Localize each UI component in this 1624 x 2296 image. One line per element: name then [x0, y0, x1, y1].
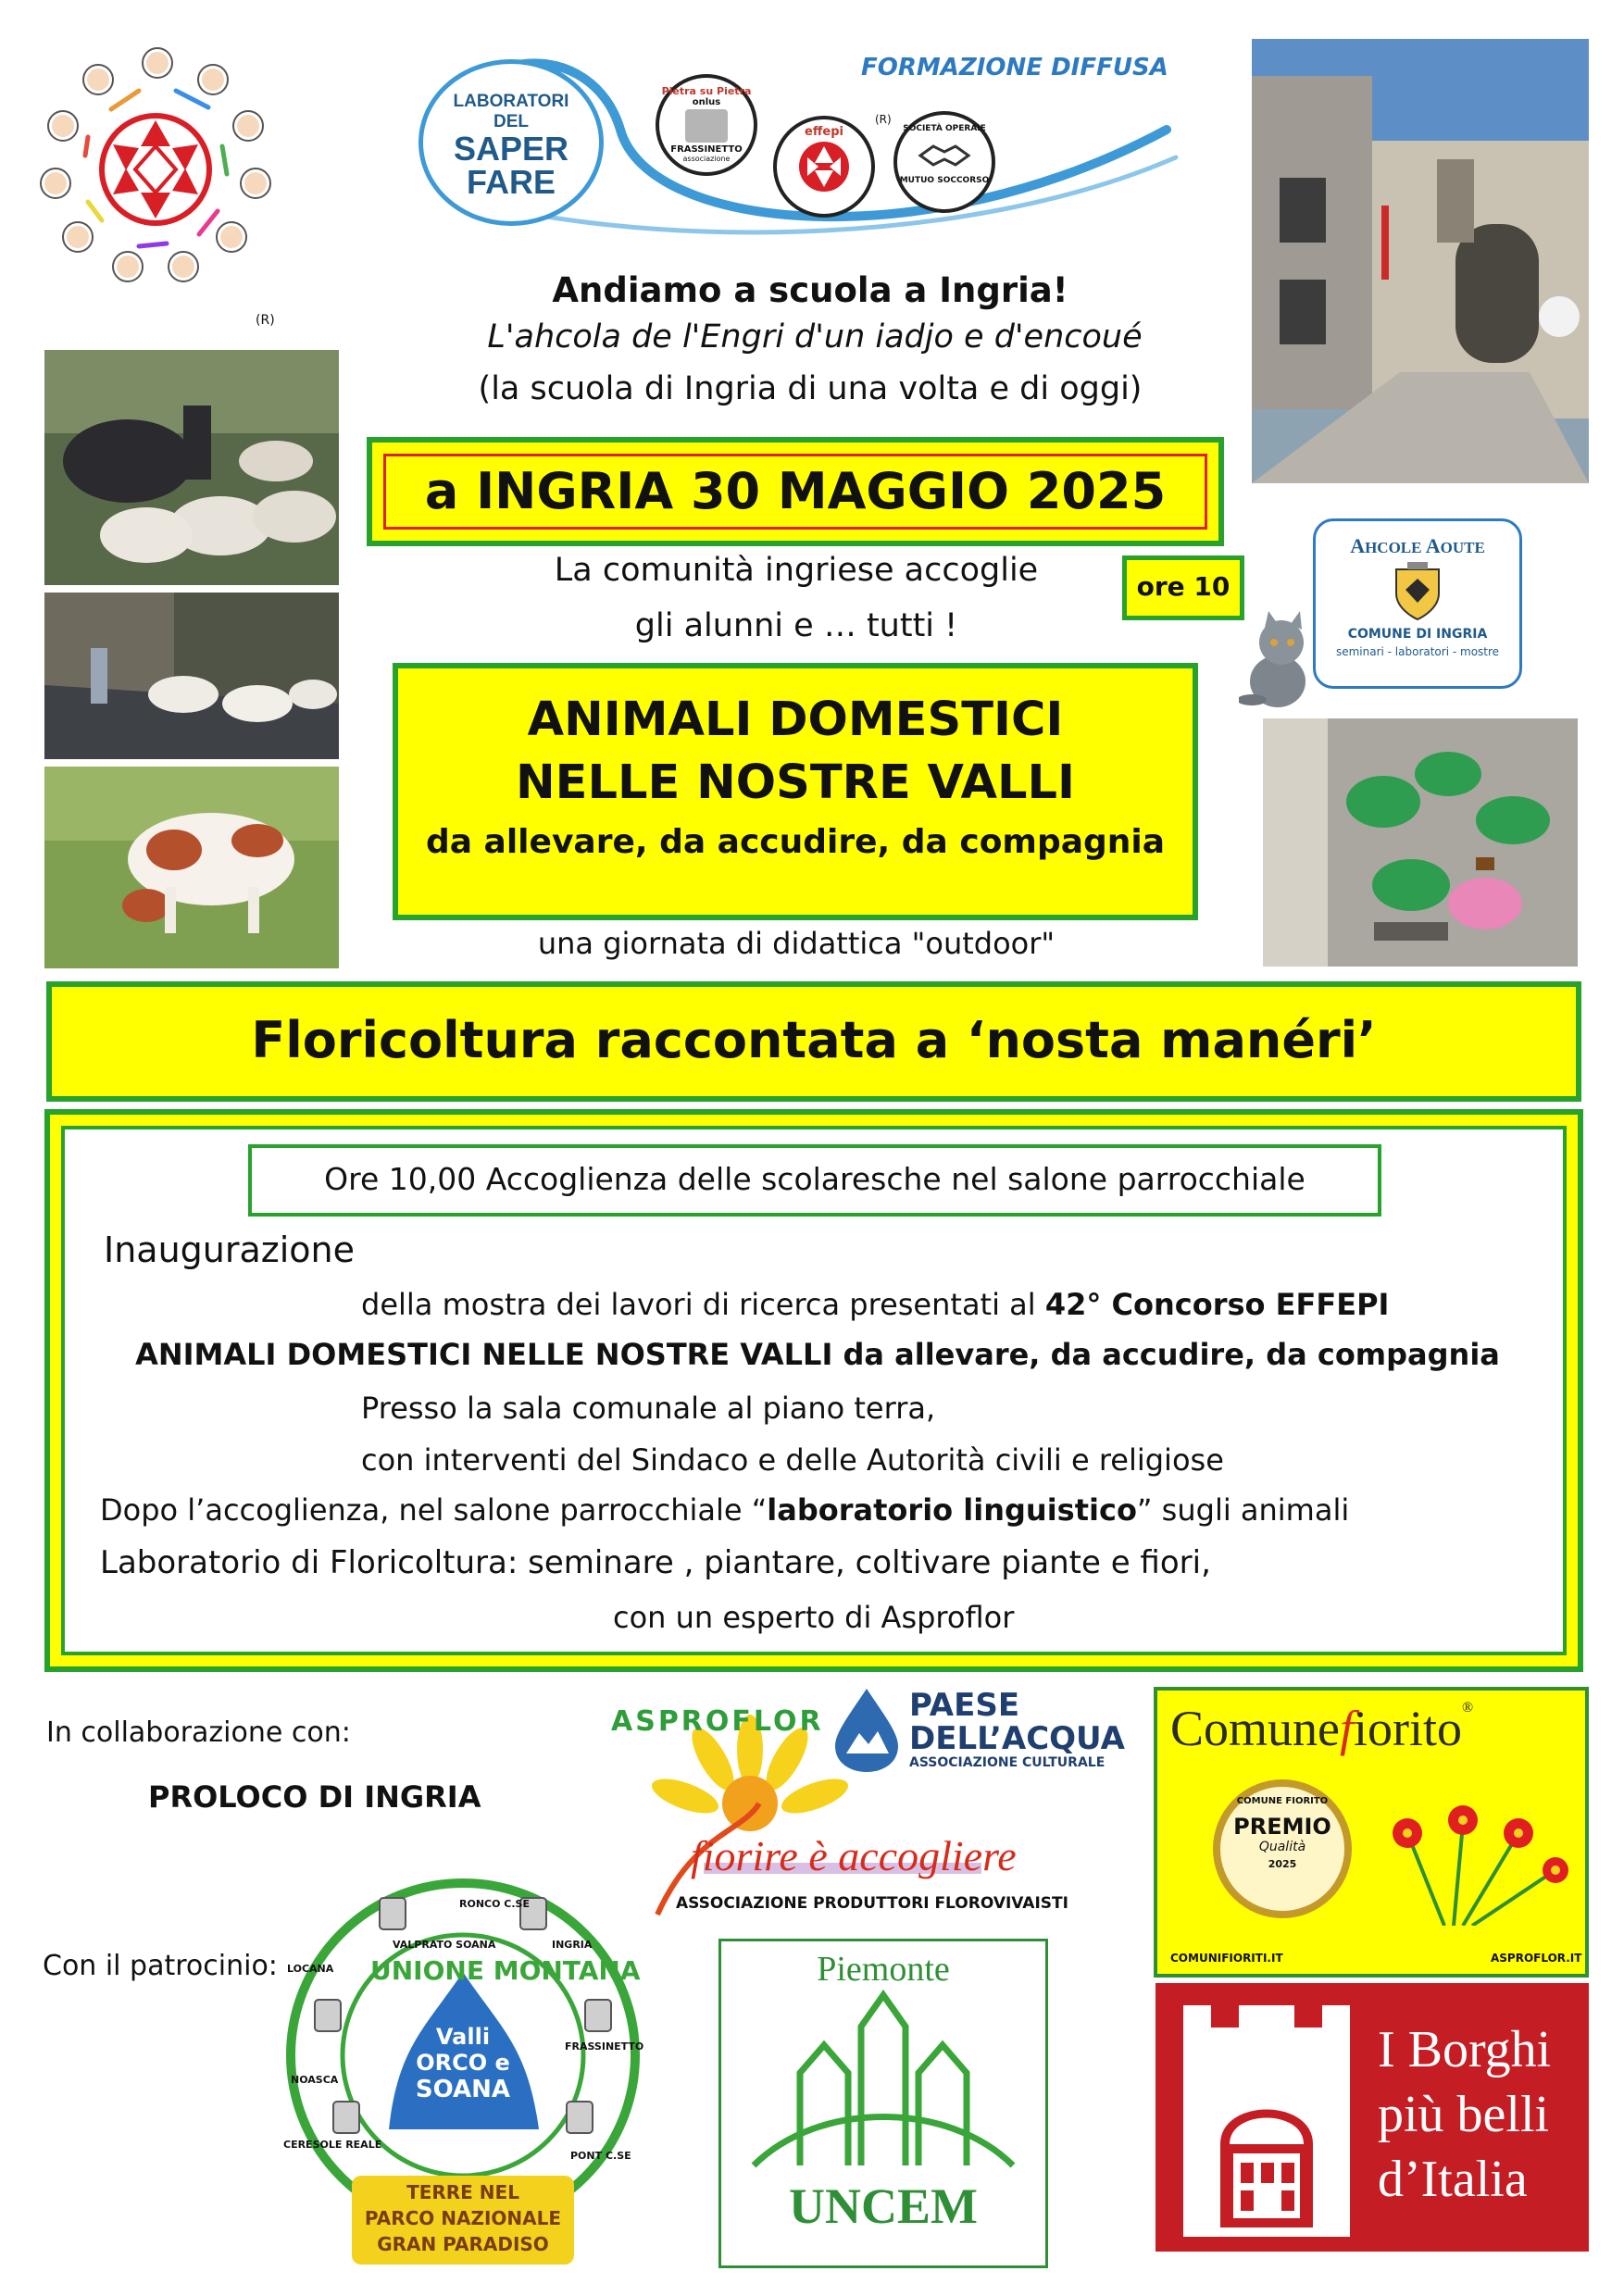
saper-fare-line2: DEL — [493, 112, 529, 131]
dopo-pre: Dopo l’accoglienza, nel salone parrocchiale “ — [100, 1492, 768, 1528]
mostra-line — [361, 1287, 1389, 1322]
sala-line: Presso la sala comunale al piano terra, — [361, 1391, 936, 1426]
cat-image — [1239, 611, 1311, 709]
ahcole-comune: COMUNE DI INGRIA — [1347, 627, 1488, 642]
cow-grazing-image — [44, 767, 339, 968]
date-banner-frame — [367, 437, 1224, 546]
effepi-reg: (R) — [875, 113, 892, 126]
formazione-diffusa: FORMAZIONE DIFFUSA — [861, 54, 1168, 81]
borghi-line1: I Borghi — [1378, 2021, 1552, 2078]
accoglienza-text: Ore 10,00 Accoglienza delle scolaresche nel salone parrocchiale — [324, 1161, 1305, 1197]
theme-line2: NELLE NOSTRE VALLI — [516, 755, 1075, 810]
uncem-logo — [718, 1939, 1048, 2268]
intro-title: Andiamo a scuola a Ingria! — [552, 270, 1068, 310]
esperto-line: con un esperto di Asproflor — [613, 1600, 1015, 1635]
pietra-bottom: FRASSINETTO — [670, 144, 743, 155]
pietra-top: Pietra su Pietra — [661, 85, 752, 97]
unione-soana: SOANA — [415, 2076, 511, 2103]
pietra-logo — [656, 74, 757, 176]
ahcole-title-c: A — [1425, 534, 1441, 557]
ahcole-sub: seminari - laboratori - mostre — [1335, 645, 1500, 658]
unione-terre1: TERRE NEL — [406, 2181, 519, 2203]
unione-montana-logo — [278, 1861, 648, 2268]
ahcole-title-a: A — [1350, 534, 1366, 557]
asproflor-sub: ASSOCIAZIONE PRODUTTORI FLOROVIVAISTI — [676, 1894, 1068, 1913]
uncem-top: Piemonte — [817, 1950, 950, 1989]
comune-fiorito-title-c: iorito — [1354, 1701, 1463, 1756]
village-street-photo — [1252, 39, 1589, 483]
asproflor-slogan: fiorire è accogliere — [691, 1832, 1017, 1879]
premio-badge-top: COMUNE FIORITO — [1236, 1796, 1329, 1806]
laboratorio-linguistico-line — [100, 1492, 1349, 1528]
comune-fiorito-reg: ® — [1462, 1700, 1474, 1716]
borghi-line3: d’Italia — [1378, 2151, 1528, 2208]
ahcole-aoute-logo — [1313, 518, 1522, 689]
societa-logo — [893, 111, 995, 213]
comune-fiorito-title — [1170, 1700, 1473, 1757]
societa-top: SOCIETÀ OPERAIE — [903, 124, 986, 133]
borghi-line2: più belli — [1378, 2086, 1550, 2143]
program-theme-line: ANIMALI DOMESTICI NELLE NOSTRE VALLI da allevare, da accudire, da compagnia — [135, 1337, 1500, 1372]
ahcole-title-d: OUTE — [1440, 539, 1485, 556]
children-circle-logo — [37, 35, 278, 328]
header-logos — [407, 28, 1222, 250]
unione-ring-6: CERESOLE REALE — [283, 2139, 382, 2151]
premio-badge-year: 2025 — [1268, 1858, 1297, 1870]
ahcole-title-b: HCOLE — [1365, 539, 1426, 556]
premio-badge-mid: PREMIO — [1233, 1814, 1331, 1840]
kids-gardening-image — [1263, 718, 1578, 967]
time-badge — [1122, 555, 1244, 620]
comune-fiorito-title-b: f — [1340, 1701, 1355, 1756]
program-box-outer — [44, 1109, 1583, 1672]
red-flowers-icon — [1370, 1787, 1574, 1926]
welcome-line1: La comunità ingriese accoglie — [554, 552, 1039, 589]
unione-terre3: GRAN PARADISO — [377, 2233, 549, 2255]
program-box-inner — [61, 1126, 1567, 1655]
effepi-logo — [773, 116, 875, 218]
unione-ring-3: INGRIA — [552, 1939, 593, 1951]
dopo-post: ” sugli animali — [1136, 1492, 1350, 1528]
asproflor-name: ASPROFLOR — [611, 1705, 824, 1738]
theme-box — [393, 663, 1198, 920]
donkey-sheep-image — [44, 350, 339, 585]
floricoltura-banner-text: Floricoltura raccontata a ‘nosta manéri’ — [251, 1011, 1377, 1069]
unione-ring-8: LOCANA — [287, 1963, 334, 1975]
date-banner-text: a INGRIA 30 MAGGIO 2025 — [424, 462, 1167, 520]
paese-line3: ASSOCIAZIONE CULTURALE — [909, 1755, 1106, 1770]
saper-fare-line1: LABORATORI — [453, 92, 569, 111]
unione-ring-5: PONT C.SE — [570, 2150, 631, 2162]
unione-orco: ORCO e — [416, 2050, 510, 2076]
flower-reg-mark: (R) — [256, 313, 275, 328]
interventi-line: con interventi del Sindaco e delle Autorità civili e religiose — [361, 1442, 1224, 1478]
effepi-star-icon — [796, 139, 852, 194]
welcome-line2: gli alunni e … tutti ! — [634, 607, 958, 644]
societa-bottom: MUTUO SOCCORSO — [899, 176, 990, 185]
unione-ring-2: RONCO C.SE — [459, 1898, 530, 1910]
theme-line1: ANIMALI DOMESTICI — [527, 693, 1064, 747]
cow-grazing-photo — [44, 767, 339, 968]
children-circle-icon — [37, 35, 278, 313]
paese-acqua-logo — [830, 1685, 1126, 1778]
paese-line1: PAESE — [909, 1687, 1020, 1724]
date-banner-inner — [383, 454, 1207, 530]
concorso-effepi: 42° Concorso EFFEPI — [1044, 1287, 1390, 1322]
unione-ring-4: FRASSINETTO — [565, 2040, 644, 2053]
unione-ring-1: VALPRATO SOANA — [393, 1939, 496, 1951]
comune-fiorito-logo — [1154, 1687, 1589, 1978]
pietra-tag: associazione — [682, 155, 731, 163]
water-drop-icon — [830, 1685, 904, 1774]
unione-valli: Valli — [435, 2024, 491, 2050]
cat-icon — [1239, 611, 1311, 709]
accoglienza-box — [248, 1144, 1381, 1217]
collab-label: In collaborazione con: — [46, 1716, 351, 1749]
floricoltura-lab-line: Laboratorio di Floricoltura: seminare , piantare, coltivare piante e fiori, — [100, 1544, 1211, 1581]
outdoor-line: una giornata di didattica "outdoor" — [537, 926, 1056, 961]
time-badge-text: ore 10 — [1136, 571, 1230, 602]
saper-fare-line3: SAPER — [453, 130, 569, 168]
uncem-bottom: UNCEM — [789, 2178, 978, 2234]
pietra-sub: onlus — [692, 97, 721, 107]
village-street-image — [1252, 39, 1589, 483]
goats-path-image — [44, 593, 339, 759]
uncem-towers-icon — [744, 1990, 1022, 2175]
inaugurazione-label: Inaugurazione — [104, 1229, 355, 1270]
paese-line2: DELL’ACQUA — [909, 1720, 1125, 1757]
comunifioriti-url: COMUNIFIORITI.IT — [1170, 1952, 1283, 1965]
saper-fare-logo — [418, 59, 604, 226]
ahcole-title — [1316, 534, 1519, 558]
kids-gardening-photo — [1263, 718, 1578, 967]
mostra-line-text: della mostra dei lavori di ricerca presentati al — [361, 1287, 1045, 1322]
effepi-name: effepi — [805, 125, 843, 139]
unione-ring-7: NOASCA — [291, 2074, 339, 2086]
intro-dialect: L'ahcola de l'Engri d'un iadjo e d'encoué — [487, 318, 1143, 356]
coat-of-arms-icon — [1393, 562, 1443, 621]
comune-fiorito-title-a: Comune — [1170, 1701, 1340, 1756]
intro-translation: (la scuola di Ingria di una volta e di oggi) — [478, 370, 1143, 407]
floricoltura-banner — [46, 981, 1581, 1102]
unione-terre2: PARCO NAZIONALE — [364, 2207, 562, 2229]
proloco-label: PROLOCO DI INGRIA — [148, 1779, 481, 1815]
handshake-icon — [917, 133, 972, 172]
borghi-tower-icon — [1174, 2005, 1359, 2237]
asproflor-url: ASPROFLOR.IT — [1491, 1952, 1582, 1965]
goats-path-photo — [44, 593, 339, 759]
theme-line3: da allevare, da accudire, da compagnia — [425, 823, 1166, 861]
unione-title: UNIONE MONTANA — [370, 1955, 641, 1986]
patrocinio-label: Con il patrocinio: — [43, 1950, 278, 1982]
borghi-logo — [1156, 1983, 1589, 2252]
laboratorio-linguistico: laboratorio linguistico — [767, 1492, 1137, 1528]
premio-badge — [1213, 1779, 1352, 1918]
premio-badge-sub: Qualità — [1258, 1840, 1306, 1854]
saper-fare-line4: FARE — [466, 163, 556, 201]
donkey-sheep-photo — [44, 350, 339, 585]
